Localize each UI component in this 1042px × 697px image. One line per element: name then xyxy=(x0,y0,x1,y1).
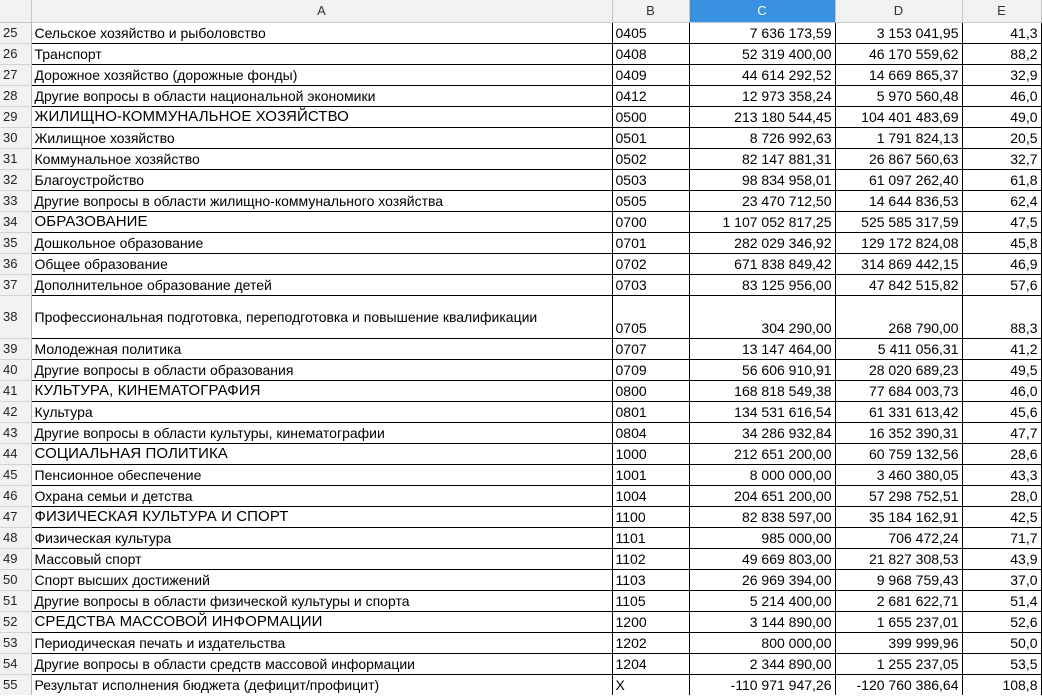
cell-e[interactable]: 20,5 xyxy=(962,127,1041,148)
cell-a[interactable]: Профессиональная подготовка, переподготовка и повышение квалификации xyxy=(31,295,612,338)
cell-d[interactable]: 314 869 442,15 xyxy=(835,253,962,274)
cell-b[interactable]: 0503 xyxy=(612,169,689,190)
row-header[interactable]: 46 xyxy=(0,485,31,506)
cell-d[interactable]: 268 790,00 xyxy=(835,295,962,338)
cell-c[interactable]: 56 606 910,91 xyxy=(689,359,835,380)
cell-b[interactable]: 1101 xyxy=(612,527,689,548)
cell-b[interactable]: 0701 xyxy=(612,232,689,253)
cell-a[interactable]: КУЛЬТУРА, КИНЕМАТОГРАФИЯ xyxy=(31,380,612,401)
cell-a[interactable]: СРЕДСТВА МАССОВОЙ ИНФОРМАЦИИ xyxy=(31,611,612,632)
cell-c[interactable]: 44 614 292,52 xyxy=(689,64,835,85)
cell-d[interactable]: 16 352 390,31 xyxy=(835,422,962,443)
cell-e[interactable]: 28,0 xyxy=(962,485,1041,506)
cell-b[interactable]: 0409 xyxy=(612,64,689,85)
table-row xyxy=(0,464,1041,485)
cell-e[interactable]: 45,8 xyxy=(962,232,1041,253)
table-row xyxy=(0,443,1041,464)
table-row xyxy=(0,169,1041,190)
row-header[interactable]: 40 xyxy=(0,359,31,380)
table-row xyxy=(0,527,1041,548)
cell-d[interactable]: -120 760 386,64 xyxy=(835,674,962,695)
cell-a[interactable]: Другие вопросы в области национальной экономики xyxy=(31,85,612,106)
cell-a[interactable]: Общее образование xyxy=(31,253,612,274)
row-header[interactable]: 52 xyxy=(0,611,31,632)
cell-c[interactable]: 800 000,00 xyxy=(689,632,835,653)
cell-c[interactable]: 13 147 464,00 xyxy=(689,338,835,359)
cell-a[interactable]: Физическая культура xyxy=(31,527,612,548)
table-row xyxy=(0,127,1041,148)
cell-b[interactable]: 1102 xyxy=(612,548,689,569)
table-row xyxy=(0,106,1041,127)
cell-c[interactable]: 1 107 052 817,25 xyxy=(689,211,835,232)
table-row xyxy=(0,43,1041,64)
cell-a[interactable]: Дорожное хозяйство (дорожные фонды) xyxy=(31,64,612,85)
cell-d[interactable]: 5 411 056,31 xyxy=(835,338,962,359)
cell-b[interactable]: 0408 xyxy=(612,43,689,64)
cell-b[interactable]: 0502 xyxy=(612,148,689,169)
row-header[interactable]: 36 xyxy=(0,253,31,274)
row-header[interactable]: 50 xyxy=(0,569,31,590)
table-row xyxy=(0,85,1041,106)
row-header[interactable]: 35 xyxy=(0,232,31,253)
cell-a[interactable]: Пенсионное обеспечение xyxy=(31,464,612,485)
cell-c[interactable]: 12 973 358,24 xyxy=(689,85,835,106)
row-header[interactable]: 39 xyxy=(0,338,31,359)
cell-c[interactable]: 8 000 000,00 xyxy=(689,464,835,485)
cell-b[interactable]: 1000 xyxy=(612,443,689,464)
cell-a[interactable]: Дошкольное образование xyxy=(31,232,612,253)
cell-a[interactable]: Другие вопросы в области жилищно-коммунального хозяйства xyxy=(31,190,612,211)
cell-d[interactable]: 3 460 380,05 xyxy=(835,464,962,485)
cell-c[interactable]: 204 651 200,00 xyxy=(689,485,835,506)
column-header-c[interactable]: C xyxy=(689,0,835,22)
cell-d[interactable]: 35 184 162,91 xyxy=(835,506,962,527)
row-header[interactable]: 33 xyxy=(0,190,31,211)
cell-a[interactable]: Сельское хозяйство и рыболовство xyxy=(31,22,612,43)
cell-b[interactable]: 0707 xyxy=(612,338,689,359)
row-header[interactable]: 55 xyxy=(0,674,31,695)
cell-e[interactable]: 46,0 xyxy=(962,85,1041,106)
cell-d[interactable]: 706 472,24 xyxy=(835,527,962,548)
cell-e[interactable]: 53,5 xyxy=(962,653,1041,674)
cell-a[interactable]: Молодежная политика xyxy=(31,338,612,359)
row-header[interactable]: 26 xyxy=(0,43,31,64)
table-row xyxy=(0,653,1041,674)
cell-a[interactable]: Охрана семьи и детства xyxy=(31,485,612,506)
cell-e[interactable]: 47,5 xyxy=(962,211,1041,232)
cell-e[interactable]: 49,5 xyxy=(962,359,1041,380)
cell-e[interactable]: 28,6 xyxy=(962,443,1041,464)
table-row xyxy=(0,148,1041,169)
cell-b[interactable]: 0705 xyxy=(612,295,689,338)
cell-d[interactable]: 47 842 515,82 xyxy=(835,274,962,295)
cell-d[interactable]: 77 684 003,73 xyxy=(835,380,962,401)
row-header[interactable]: 31 xyxy=(0,148,31,169)
cell-c[interactable]: 98 834 958,01 xyxy=(689,169,835,190)
table-row xyxy=(0,380,1041,401)
column-header-d[interactable]: D xyxy=(835,0,962,22)
cell-d[interactable]: 14 669 865,37 xyxy=(835,64,962,85)
table-row xyxy=(0,22,1041,43)
cell-b[interactable]: X xyxy=(612,674,689,695)
cell-c[interactable]: 282 029 346,92 xyxy=(689,232,835,253)
cell-e[interactable]: 62,4 xyxy=(962,190,1041,211)
cell-c[interactable]: 82 147 881,31 xyxy=(689,148,835,169)
cell-b[interactable]: 0801 xyxy=(612,401,689,422)
cell-c[interactable]: 134 531 616,54 xyxy=(689,401,835,422)
cell-b[interactable]: 0412 xyxy=(612,85,689,106)
cell-a[interactable]: СОЦИАЛЬНАЯ ПОЛИТИКА xyxy=(31,443,612,464)
cell-c[interactable]: 83 125 956,00 xyxy=(689,274,835,295)
table-row xyxy=(0,401,1041,422)
row-header[interactable]: 45 xyxy=(0,464,31,485)
cell-a[interactable]: ОБРАЗОВАНИЕ xyxy=(31,211,612,232)
cell-d[interactable]: 57 298 752,51 xyxy=(835,485,962,506)
row-header[interactable]: 34 xyxy=(0,211,31,232)
table-row xyxy=(0,274,1041,295)
cell-d[interactable]: 21 827 308,53 xyxy=(835,548,962,569)
cell-a[interactable]: Массовый спорт xyxy=(31,548,612,569)
cell-a[interactable]: Другие вопросы в области образования xyxy=(31,359,612,380)
cell-c[interactable]: 26 969 394,00 xyxy=(689,569,835,590)
row-header[interactable]: 42 xyxy=(0,401,31,422)
cell-b[interactable]: 0800 xyxy=(612,380,689,401)
table-row xyxy=(0,295,1041,338)
table-row xyxy=(0,190,1041,211)
table-row xyxy=(0,232,1041,253)
cell-c[interactable]: 49 669 803,00 xyxy=(689,548,835,569)
cell-e[interactable]: 88,3 xyxy=(962,295,1041,338)
cell-e[interactable]: 49,0 xyxy=(962,106,1041,127)
row-header[interactable]: 28 xyxy=(0,85,31,106)
cell-c[interactable]: 5 214 400,00 xyxy=(689,590,835,611)
cell-d[interactable]: 61 331 613,42 xyxy=(835,401,962,422)
table-row xyxy=(0,548,1041,569)
cell-b[interactable]: 0700 xyxy=(612,211,689,232)
cell-e[interactable]: 46,0 xyxy=(962,380,1041,401)
cell-a[interactable]: Коммунальное хозяйство xyxy=(31,148,612,169)
row-header[interactable]: 51 xyxy=(0,590,31,611)
cell-a[interactable]: Спорт высших достижений xyxy=(31,569,612,590)
row-header[interactable]: 47 xyxy=(0,506,31,527)
table-row xyxy=(0,485,1041,506)
cell-a[interactable]: ФИЗИЧЕСКАЯ КУЛЬТУРА И СПОРТ xyxy=(31,506,612,527)
cell-a[interactable]: Периодическая печать и издательства xyxy=(31,632,612,653)
table-row xyxy=(0,632,1041,653)
cell-c[interactable]: -110 971 947,26 xyxy=(689,674,835,695)
cell-c[interactable]: 671 838 849,42 xyxy=(689,253,835,274)
cell-a[interactable]: Жилищное хозяйство xyxy=(31,127,612,148)
column-header-a[interactable]: A xyxy=(31,0,612,22)
cell-b[interactable]: 0709 xyxy=(612,359,689,380)
sheet-rows xyxy=(0,22,1041,695)
cell-a[interactable]: Другие вопросы в области культуры, кинематографии xyxy=(31,422,612,443)
cell-b[interactable]: 0505 xyxy=(612,190,689,211)
cell-b[interactable]: 1200 xyxy=(612,611,689,632)
cell-e[interactable]: 108,8 xyxy=(962,674,1041,695)
cell-c[interactable]: 3 144 890,00 xyxy=(689,611,835,632)
row-header[interactable]: 48 xyxy=(0,527,31,548)
column-header-row xyxy=(0,0,1041,22)
cell-b[interactable]: 0500 xyxy=(612,106,689,127)
cell-d[interactable]: 46 170 559,62 xyxy=(835,43,962,64)
cell-e[interactable]: 51,4 xyxy=(962,590,1041,611)
cell-b[interactable]: 0703 xyxy=(612,274,689,295)
row-header[interactable]: 43 xyxy=(0,422,31,443)
cell-d[interactable]: 1 791 824,13 xyxy=(835,127,962,148)
cell-d[interactable]: 9 968 759,43 xyxy=(835,569,962,590)
table-row xyxy=(0,211,1041,232)
cell-c[interactable]: 82 838 597,00 xyxy=(689,506,835,527)
row-header[interactable]: 41 xyxy=(0,380,31,401)
cell-b[interactable]: 1103 xyxy=(612,569,689,590)
table-row xyxy=(0,359,1041,380)
table-row xyxy=(0,569,1041,590)
cell-e[interactable]: 41,3 xyxy=(962,22,1041,43)
cell-d[interactable]: 1 255 237,05 xyxy=(835,653,962,674)
cell-b[interactable]: 1004 xyxy=(612,485,689,506)
cell-c[interactable]: 34 286 932,84 xyxy=(689,422,835,443)
cell-d[interactable]: 525 585 317,59 xyxy=(835,211,962,232)
cell-e[interactable]: 57,6 xyxy=(962,274,1041,295)
cell-a[interactable]: Другие вопросы в области физической культуры и спорта xyxy=(31,590,612,611)
cell-d[interactable]: 1 655 237,01 xyxy=(835,611,962,632)
cell-d[interactable]: 61 097 262,40 xyxy=(835,169,962,190)
table-row xyxy=(0,422,1041,443)
cell-e[interactable]: 42,5 xyxy=(962,506,1041,527)
table-row xyxy=(0,611,1041,632)
cell-a[interactable]: Результат исполнения бюджета (дефицит/профицит) xyxy=(31,674,612,695)
cell-b[interactable]: 0804 xyxy=(612,422,689,443)
cell-b[interactable]: 1001 xyxy=(612,464,689,485)
row-header[interactable]: 30 xyxy=(0,127,31,148)
table-row xyxy=(0,506,1041,527)
cell-b[interactable]: 0405 xyxy=(612,22,689,43)
cell-e[interactable]: 52,6 xyxy=(962,611,1041,632)
table-row xyxy=(0,674,1041,695)
cell-c[interactable]: 985 000,00 xyxy=(689,527,835,548)
cell-c[interactable]: 304 290,00 xyxy=(689,295,835,338)
cell-e[interactable]: 37,0 xyxy=(962,569,1041,590)
cell-e[interactable]: 32,9 xyxy=(962,64,1041,85)
cell-d[interactable]: 60 759 132,56 xyxy=(835,443,962,464)
cell-c[interactable]: 213 180 544,45 xyxy=(689,106,835,127)
cell-e[interactable]: 46,9 xyxy=(962,253,1041,274)
table-row xyxy=(0,338,1041,359)
cell-d[interactable]: 26 867 560,63 xyxy=(835,148,962,169)
cell-e[interactable]: 47,7 xyxy=(962,422,1041,443)
row-header[interactable]: 44 xyxy=(0,443,31,464)
row-header[interactable]: 27 xyxy=(0,64,31,85)
cell-c[interactable]: 23 470 712,50 xyxy=(689,190,835,211)
cell-d[interactable]: 5 970 560,48 xyxy=(835,85,962,106)
select-all-corner[interactable] xyxy=(0,0,31,22)
cell-b[interactable]: 0501 xyxy=(612,127,689,148)
cell-e[interactable]: 41,2 xyxy=(962,338,1041,359)
cell-e[interactable]: 50,0 xyxy=(962,632,1041,653)
cell-a[interactable]: Культура xyxy=(31,401,612,422)
row-header[interactable]: 53 xyxy=(0,632,31,653)
cell-b[interactable]: 0702 xyxy=(612,253,689,274)
cell-c[interactable]: 212 651 200,00 xyxy=(689,443,835,464)
row-header[interactable]: 38 xyxy=(0,295,31,338)
row-header[interactable]: 25 xyxy=(0,22,31,43)
cell-e[interactable]: 43,3 xyxy=(962,464,1041,485)
cell-d[interactable]: 3 153 041,95 xyxy=(835,22,962,43)
cell-b[interactable]: 1204 xyxy=(612,653,689,674)
cell-b[interactable]: 1105 xyxy=(612,590,689,611)
cell-c[interactable]: 168 818 549,38 xyxy=(689,380,835,401)
cell-d[interactable]: 14 644 836,53 xyxy=(835,190,962,211)
cell-e[interactable]: 61,8 xyxy=(962,169,1041,190)
row-header[interactable]: 32 xyxy=(0,169,31,190)
cell-c[interactable]: 7 636 173,59 xyxy=(689,22,835,43)
cell-a[interactable]: Другие вопросы в области средств массовой информации xyxy=(31,653,612,674)
cell-a[interactable]: ЖИЛИЩНО-КОММУНАЛЬНОЕ ХОЗЯЙСТВО xyxy=(31,106,612,127)
column-header-b[interactable]: B xyxy=(612,0,689,22)
cell-e[interactable]: 71,7 xyxy=(962,527,1041,548)
column-header-e[interactable]: E xyxy=(962,0,1041,22)
cell-d[interactable]: 104 401 483,69 xyxy=(835,106,962,127)
cell-a[interactable]: Дополнительное образование детей xyxy=(31,274,612,295)
cell-e[interactable]: 32,7 xyxy=(962,148,1041,169)
cell-a[interactable]: Транспорт xyxy=(31,43,612,64)
cell-a[interactable]: Благоустройство xyxy=(31,169,612,190)
cell-d[interactable]: 129 172 824,08 xyxy=(835,232,962,253)
cell-d[interactable]: 2 681 622,71 xyxy=(835,590,962,611)
table-row xyxy=(0,64,1041,85)
table-row xyxy=(0,590,1041,611)
cell-d[interactable]: 399 999,96 xyxy=(835,632,962,653)
cell-b[interactable]: 1202 xyxy=(612,632,689,653)
cell-e[interactable]: 88,2 xyxy=(962,43,1041,64)
cell-c[interactable]: 2 344 890,00 xyxy=(689,653,835,674)
row-header[interactable]: 49 xyxy=(0,548,31,569)
table-row xyxy=(0,253,1041,274)
cell-b[interactable]: 1100 xyxy=(612,506,689,527)
cell-e[interactable]: 43,9 xyxy=(962,548,1041,569)
cell-c[interactable]: 8 726 992,63 xyxy=(689,127,835,148)
cell-e[interactable]: 45,6 xyxy=(962,401,1041,422)
row-header[interactable]: 54 xyxy=(0,653,31,674)
cell-c[interactable]: 52 319 400,00 xyxy=(689,43,835,64)
cell-d[interactable]: 28 020 689,23 xyxy=(835,359,962,380)
row-header[interactable]: 37 xyxy=(0,274,31,295)
row-header[interactable]: 29 xyxy=(0,106,31,127)
